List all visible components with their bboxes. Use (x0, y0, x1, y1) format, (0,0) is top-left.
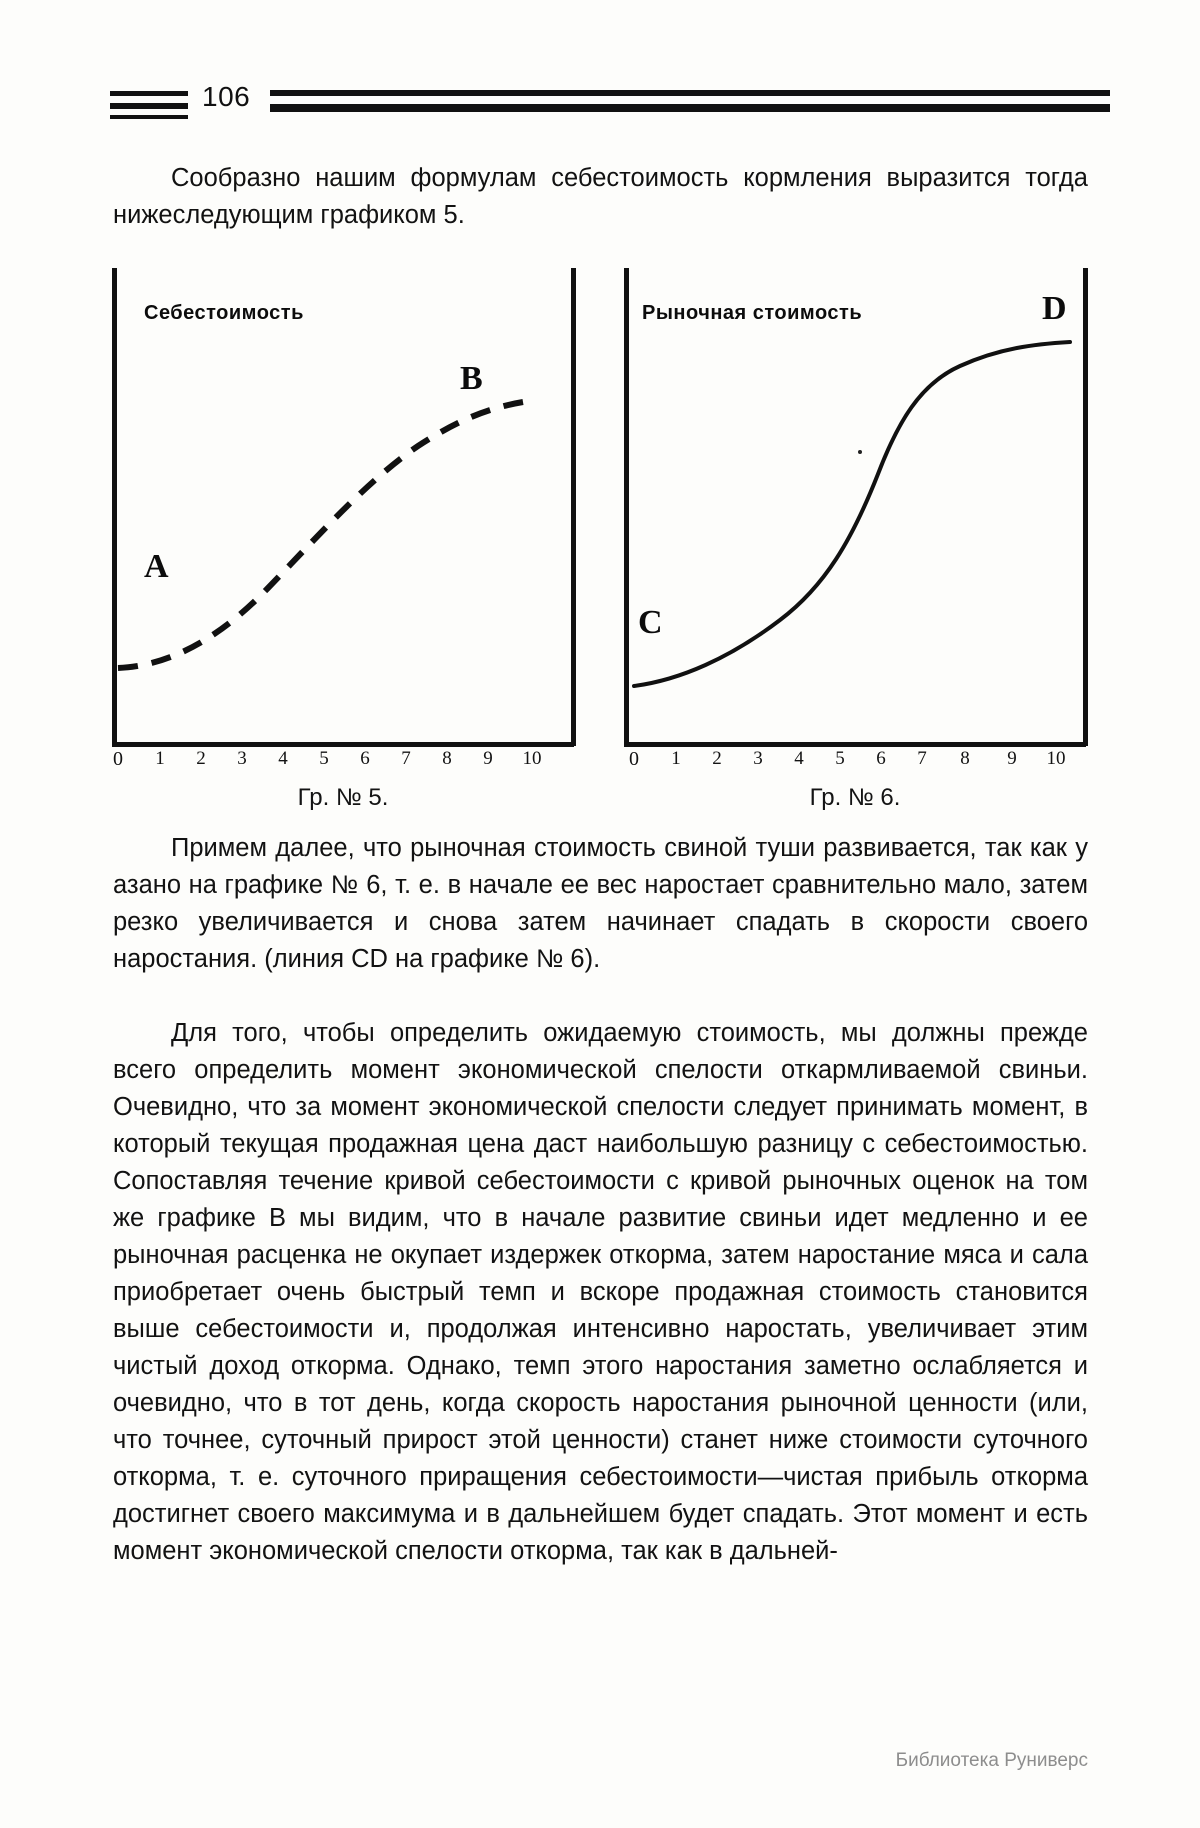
header-rule-right-1 (270, 90, 1110, 96)
graph5-tick-9: 9 (483, 748, 493, 769)
graph6-caption: Гр. № 6. (809, 784, 901, 811)
graph5-point-label-b: B (460, 360, 483, 397)
graph5-tick-0: 0 (113, 748, 123, 770)
graph6-curve (620, 268, 1090, 748)
graph5-tick-6: 6 (360, 748, 370, 769)
graph6-point-label-c: C (638, 604, 663, 641)
paragraph-intro-text: Сообразно нашим формулам себестоимость кормления выразится тогда нижеследующим графиком 5. (113, 164, 1088, 229)
graph5-tick-5: 5 (319, 748, 329, 769)
header-rule-left-2 (110, 103, 188, 109)
figures-row (108, 268, 1098, 811)
footer-credit: Библиотека Руниверс (895, 1750, 1088, 1771)
graph6-tick-10: 10 (1046, 748, 1066, 769)
graph6-tick-4: 4 (794, 748, 804, 769)
graph6-tick-1: 1 (671, 748, 681, 769)
graph6-tick-5: 5 (835, 748, 845, 769)
graph6-tick-0: 0 (629, 748, 639, 770)
graph5-tick-7: 7 (401, 748, 411, 769)
paragraph-second-text: Примем далее, что рыночная стоимость свиной туши развивается, так как у азано на графике № 6, т. е. в начале ее вес наростает сравнительно мало, затем резко увеличивается и снова затем начинает спадать в скорости своего наростания. (линия CD на графике № 6). (113, 834, 1088, 973)
graph5-tick-10: 10 (522, 748, 542, 769)
graph5-x-ticks (108, 748, 578, 778)
graph5-curve (108, 268, 578, 748)
graph6-tick-3: 3 (753, 748, 763, 769)
graph5-tick-4: 4 (278, 748, 288, 769)
page-number: 106 (202, 81, 251, 112)
header-rule-left-3 (110, 115, 188, 119)
graph5-title: Себестоимость (144, 302, 304, 324)
graph5-caption: Гр. № 5. (297, 784, 389, 811)
header-rule-left-1 (110, 91, 188, 96)
paragraph-second (113, 830, 1088, 978)
graph6-point-label-d: D (1042, 290, 1067, 327)
graph6-tick-2: 2 (712, 748, 722, 769)
paragraph-third (113, 1015, 1088, 1570)
graph6-x-ticks (620, 748, 1090, 778)
header-rule-right-2 (270, 104, 1110, 112)
page-header (110, 81, 1110, 120)
graph5-tick-1: 1 (155, 748, 165, 769)
graph6-tick-7: 7 (917, 748, 927, 769)
graph6-tick-8: 8 (960, 748, 970, 769)
graph5-tick-3: 3 (237, 748, 247, 769)
graph6-title: Рыночная стоимость (642, 302, 863, 324)
graph5-tick-8: 8 (442, 748, 452, 769)
graph5-tick-2: 2 (196, 748, 206, 769)
graph5-point-label-a: A (144, 548, 169, 585)
graph6-tick-6: 6 (876, 748, 886, 769)
figure-graph-5 (108, 268, 578, 811)
graph6-speck (858, 450, 862, 454)
paragraph-third-text: Для того, чтобы определить ожидаемую стоимость, мы должны прежде всего определить момент экономической спелости откармливаемой свиньи. Очевидно, что за момент экономической спелости следует принимать момент, в который текущая продажная цена даст наибольшую разницу с себестоимостью. Сопоставляя течение кривой себестоимости с кривой рыночных оценок на том же графике В мы видим, что в начале развитие свиньи идет медленно и ее рыночная расценка не окупает издержек откорма, затем наростание мяса и сала приобретает очень быстрый темп и вскоре продажная стоимость становится выше себестоимости и, продолжая интенсивно наростать, увеличивает этим чистый доход откорма. Однако, темп этого наростания заметно ослабляется и очевидно, что в тот день, когда скорость наростания рыночной ценности (или, что точнее, суточный прирост этой ценности) станет ниже стоимости суточного откорма, т. е. суточного приращения себестоимости—чистая прибыль откорма достигнет своего максимума и в дальнейшем будет спадать. Этот момент и есть момент экономической спелости откорма, так как в дальней- (113, 1019, 1088, 1565)
paragraph-intro (113, 160, 1088, 234)
graph6-tick-9: 9 (1007, 748, 1017, 769)
figure-graph-6 (620, 268, 1090, 811)
